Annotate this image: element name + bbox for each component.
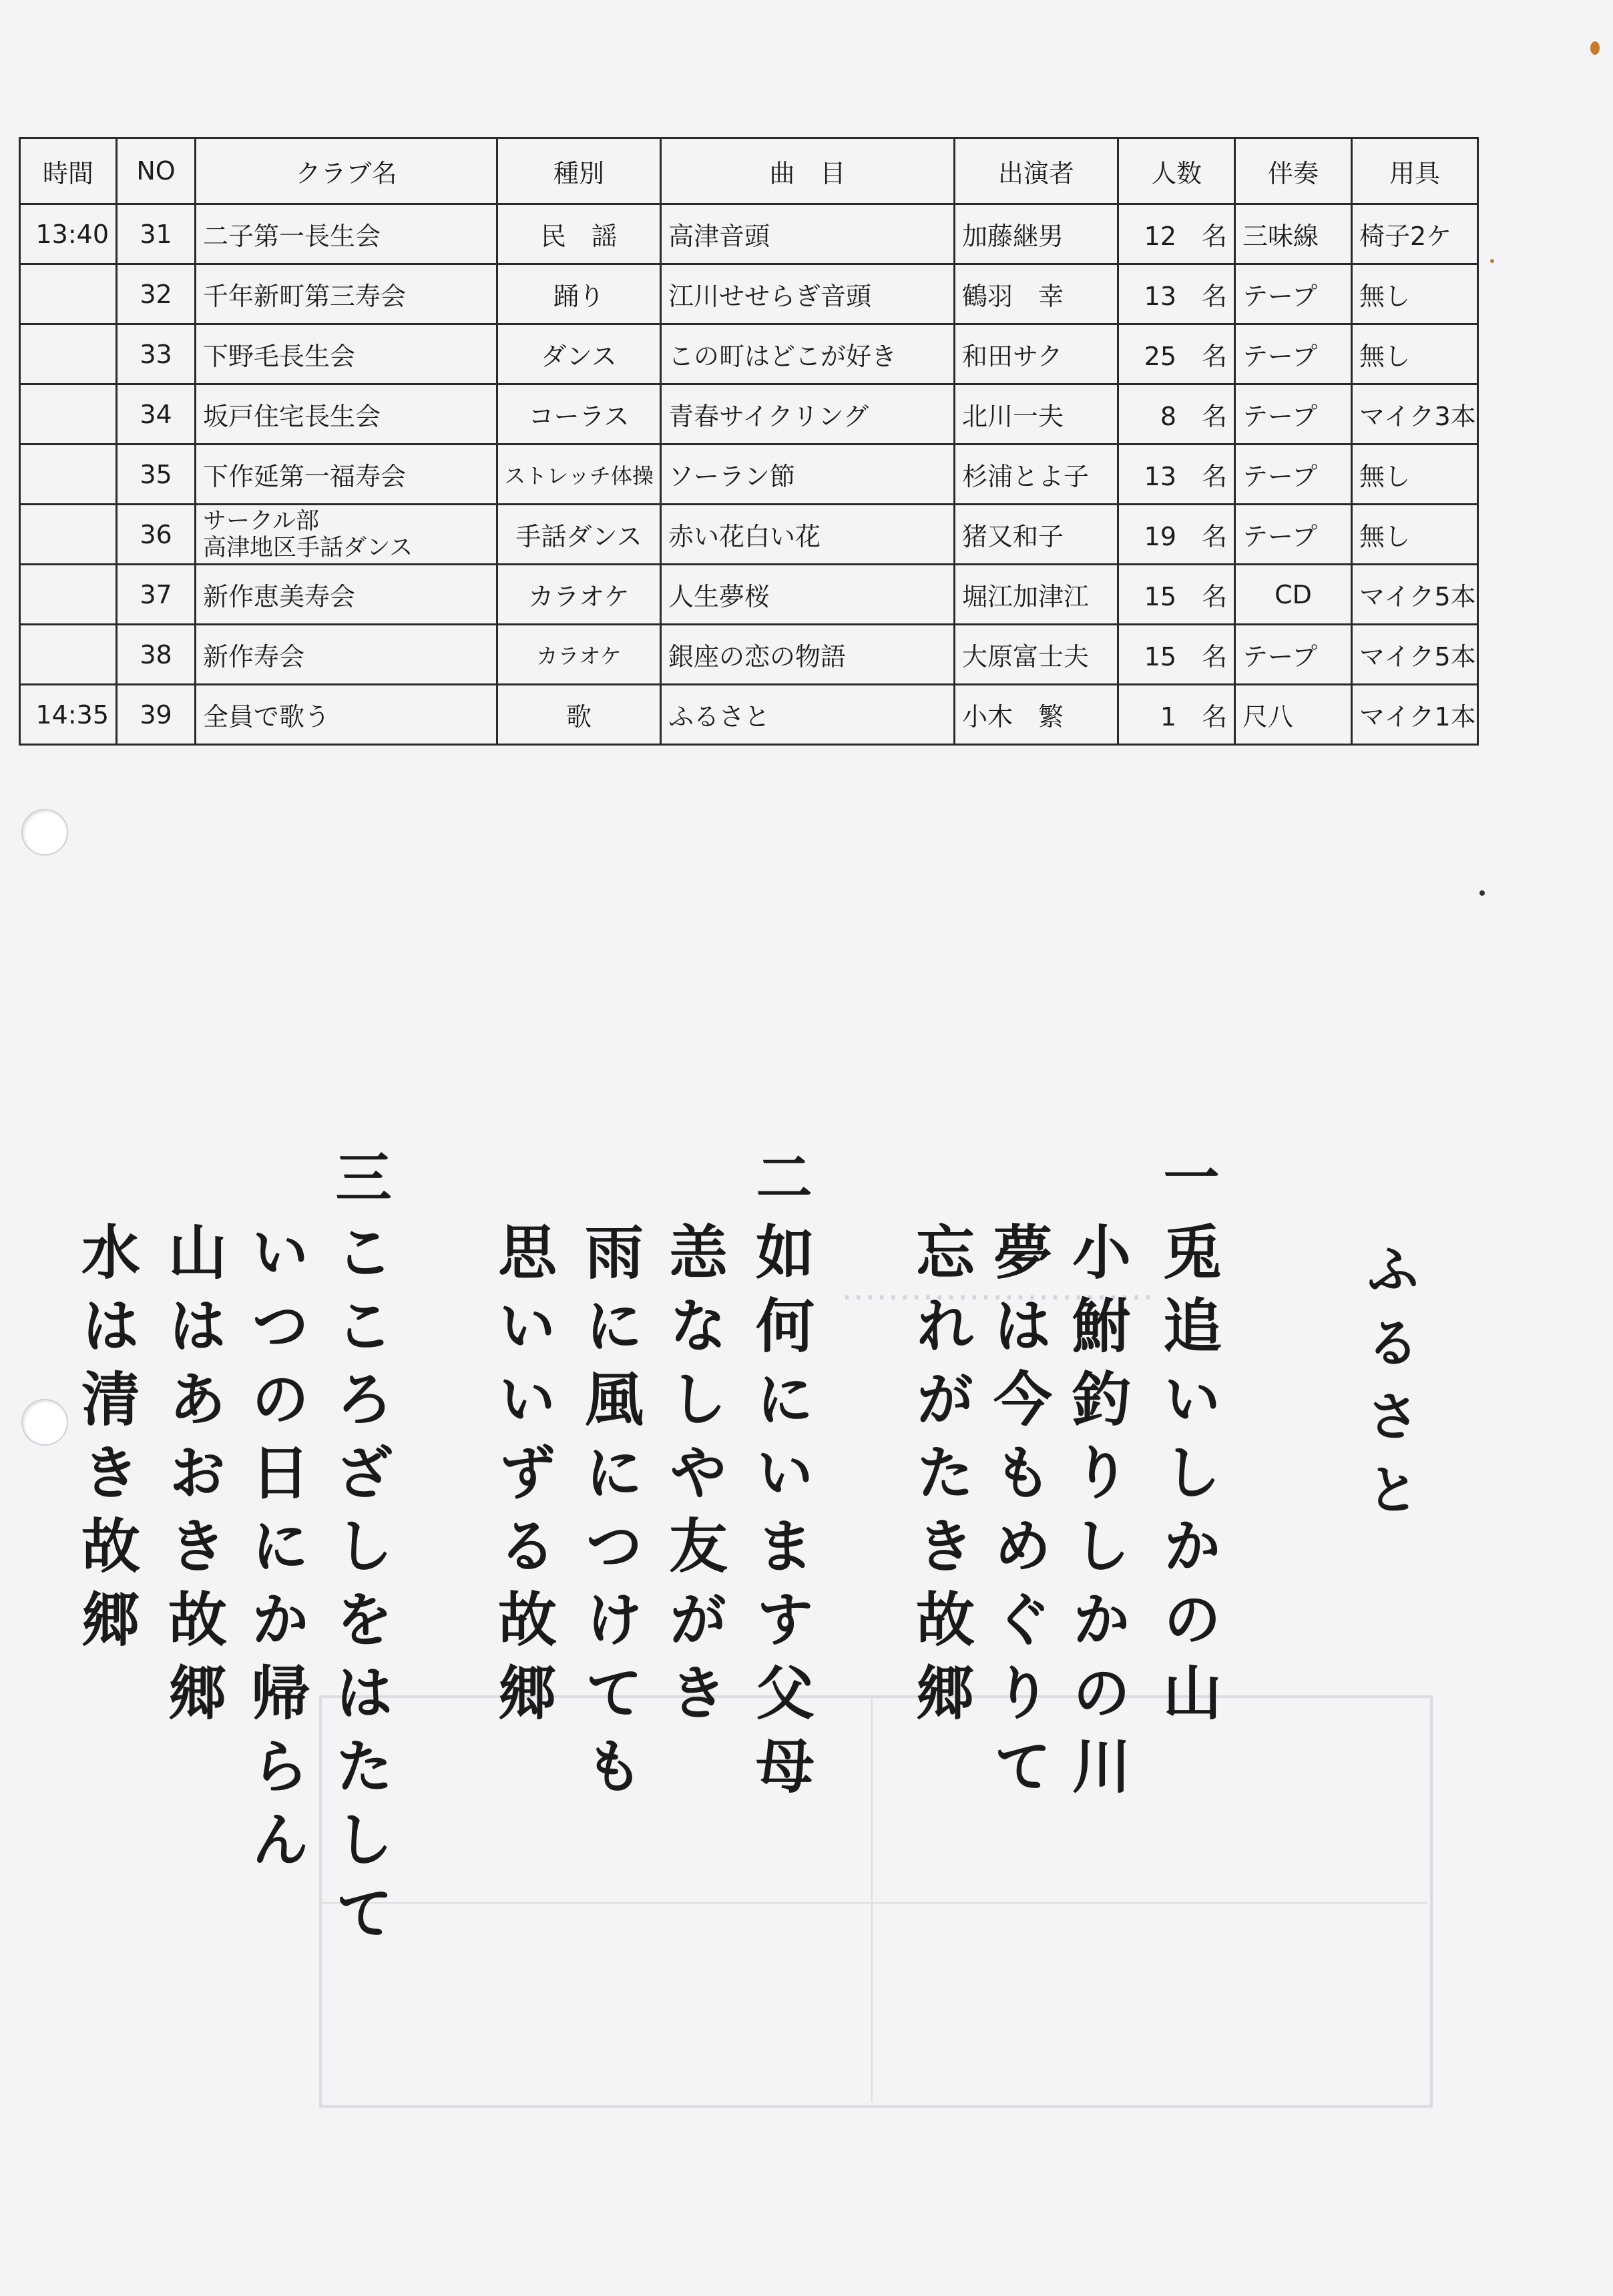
cell-props: 無し <box>1352 264 1478 324</box>
table-row <box>20 685 1478 745</box>
lyrics-title: ふるさと <box>1357 1241 1420 1535</box>
punch-hole-top <box>21 809 68 856</box>
cell-count: 1 名 <box>1118 685 1235 745</box>
cell-no: 32 <box>117 264 196 324</box>
cell-no: 33 <box>117 324 196 384</box>
cell-no: 36 <box>117 505 196 565</box>
cell-type: 歌 <box>497 685 661 745</box>
cell-time <box>20 625 117 685</box>
verse1-line: 夢は今もめぐりて <box>984 1221 1054 1809</box>
show-through-box-divider <box>319 1902 1427 1904</box>
cell-club: 坂戸住宅長生会 <box>196 384 497 445</box>
cell-accompaniment: テープ <box>1235 445 1352 505</box>
cell-props: マイク1本 <box>1352 685 1478 745</box>
cell-club: 千年新町第三寿会 <box>196 264 497 324</box>
cell-no: 35 <box>117 445 196 505</box>
cell-type: 民 謡 <box>497 204 661 264</box>
cell-club <box>196 505 497 565</box>
cell-performer: 鶴羽 幸 <box>955 264 1118 324</box>
cell-props: 無し <box>1352 445 1478 505</box>
cell-time: 13:40 <box>20 204 117 264</box>
cell-type: ダンス <box>497 324 661 384</box>
cell-type: カラオケ <box>497 565 661 625</box>
cell-song: 人生夢桜 <box>661 565 955 625</box>
cell-count: 12 名 <box>1118 204 1235 264</box>
cell-time <box>20 324 117 384</box>
table-row <box>20 565 1478 625</box>
cell-performer: 小木 繁 <box>955 685 1118 745</box>
cell-club: 下作延第一福寿会 <box>196 445 497 505</box>
cell-club-line2: 高津地区手話ダンス <box>203 534 413 561</box>
header-no: NO <box>117 138 196 204</box>
cell-accompaniment: 三味線 <box>1235 204 1352 264</box>
cell-no: 39 <box>117 685 196 745</box>
cell-time <box>20 445 117 505</box>
cell-accompaniment: テープ <box>1235 264 1352 324</box>
cell-count: 13 名 <box>1118 445 1235 505</box>
cell-performer: 堀江加津江 <box>955 565 1118 625</box>
cell-no: 34 <box>117 384 196 445</box>
cell-song: 赤い花白い花 <box>661 505 955 565</box>
cell-time <box>20 384 117 445</box>
verse3-line: 水は清き故郷 <box>72 1221 142 1662</box>
cell-props: 無し <box>1352 505 1478 565</box>
cell-accompaniment: CD <box>1235 565 1352 625</box>
verse2-line: 恙なしや友がき <box>660 1221 729 1735</box>
header-club: クラブ名 <box>196 138 497 204</box>
cell-count: 13 名 <box>1118 264 1235 324</box>
show-through-box-vline <box>871 1695 873 2102</box>
cell-club: 全員で歌う <box>196 685 497 745</box>
cell-type: 踊り <box>497 264 661 324</box>
cell-props: マイク5本 <box>1352 565 1478 625</box>
scan-mark <box>1490 259 1494 263</box>
verse1-line: 小鮒釣りしかの川 <box>1063 1221 1132 1809</box>
cell-type: コーラス <box>497 384 661 445</box>
cell-count: 19 名 <box>1118 505 1235 565</box>
table-row <box>20 505 1478 565</box>
cell-type: ストレッチ体操 <box>497 445 661 505</box>
cell-performer: 加藤継男 <box>955 204 1118 264</box>
header-count: 人数 <box>1118 138 1235 204</box>
scan-mark <box>1590 41 1600 55</box>
cell-accompaniment: テープ <box>1235 625 1352 685</box>
verse2-line: 雨に風につけても <box>575 1221 645 1809</box>
cell-performer: 猪又和子 <box>955 505 1118 565</box>
header-time: 時間 <box>20 138 117 204</box>
cell-no: 37 <box>117 565 196 625</box>
header-props: 用具 <box>1352 138 1478 204</box>
verse1-line: 兎追いしかの山 <box>1154 1221 1223 1735</box>
header-performer: 出演者 <box>955 138 1118 204</box>
table-header-row <box>20 138 1478 204</box>
cell-props: 無し <box>1352 324 1478 384</box>
cell-song: ふるさと <box>661 685 955 745</box>
cell-props: マイク5本 <box>1352 625 1478 685</box>
cell-props: 椅子2ケ <box>1352 204 1478 264</box>
cell-time: 14:35 <box>20 685 117 745</box>
cell-club-line1: サークル部 <box>203 507 319 535</box>
cell-performer: 杉浦とよ子 <box>955 445 1118 505</box>
cell-song: ソーラン節 <box>661 445 955 505</box>
cell-count: 25 名 <box>1118 324 1235 384</box>
table-row <box>20 324 1478 384</box>
verse1-line: 忘れがたき故郷 <box>907 1221 976 1735</box>
cell-accompaniment: テープ <box>1235 324 1352 384</box>
cell-accompaniment: テープ <box>1235 384 1352 445</box>
cell-time <box>20 264 117 324</box>
verse2-line: 如何にいます父母 <box>746 1221 816 1809</box>
table-row <box>20 204 1478 264</box>
cell-performer: 大原富士夫 <box>955 625 1118 685</box>
verse3-number: 三 <box>326 1148 393 1219</box>
verse2-number: 二 <box>747 1148 813 1219</box>
cell-type: 手話ダンス <box>497 505 661 565</box>
cell-song: 青春サイクリング <box>661 384 955 445</box>
show-through-text: ……………………… <box>841 1268 1154 1308</box>
cell-count: 15 名 <box>1118 625 1235 685</box>
table-row <box>20 625 1478 685</box>
header-type: 種別 <box>497 138 661 204</box>
table-row <box>20 445 1478 505</box>
program-table <box>19 137 1479 746</box>
scan-mark <box>1479 890 1485 896</box>
cell-time <box>20 505 117 565</box>
cell-performer: 北川一夫 <box>955 384 1118 445</box>
header-song: 曲 目 <box>661 138 955 204</box>
cell-club: 新作恵美寿会 <box>196 565 497 625</box>
cell-time <box>20 565 117 625</box>
cell-club: 新作寿会 <box>196 625 497 685</box>
cell-no: 38 <box>117 625 196 685</box>
verse3-line: いつの日にか帰らん <box>242 1221 311 1882</box>
cell-club: 下野毛長生会 <box>196 324 497 384</box>
cell-props: マイク3本 <box>1352 384 1478 445</box>
cell-accompaniment: テープ <box>1235 505 1352 565</box>
cell-performer: 和田サク <box>955 324 1118 384</box>
table-row <box>20 264 1478 324</box>
cell-accompaniment: 尺八 <box>1235 685 1352 745</box>
cell-count: 15 名 <box>1118 565 1235 625</box>
verse3-line: こころざしをはたして <box>326 1221 395 1956</box>
verse1-number: 一 <box>1154 1148 1220 1219</box>
cell-song: 銀座の恋の物語 <box>661 625 955 685</box>
table-row <box>20 384 1478 445</box>
verse2-line: 思いいずる故郷 <box>489 1221 558 1735</box>
punch-hole-bottom <box>21 1399 68 1446</box>
cell-song: 江川せせらぎ音頭 <box>661 264 955 324</box>
cell-club: 二子第一長生会 <box>196 204 497 264</box>
cell-count: 8 名 <box>1118 384 1235 445</box>
cell-no: 31 <box>117 204 196 264</box>
verse3-line: 山はあおき故郷 <box>159 1221 228 1735</box>
cell-type: カラオケ <box>497 625 661 685</box>
show-through-box <box>319 1695 1433 2108</box>
cell-song: この町はどこが好き <box>661 324 955 384</box>
cell-song: 高津音頭 <box>661 204 955 264</box>
header-accompaniment: 伴奏 <box>1235 138 1352 204</box>
